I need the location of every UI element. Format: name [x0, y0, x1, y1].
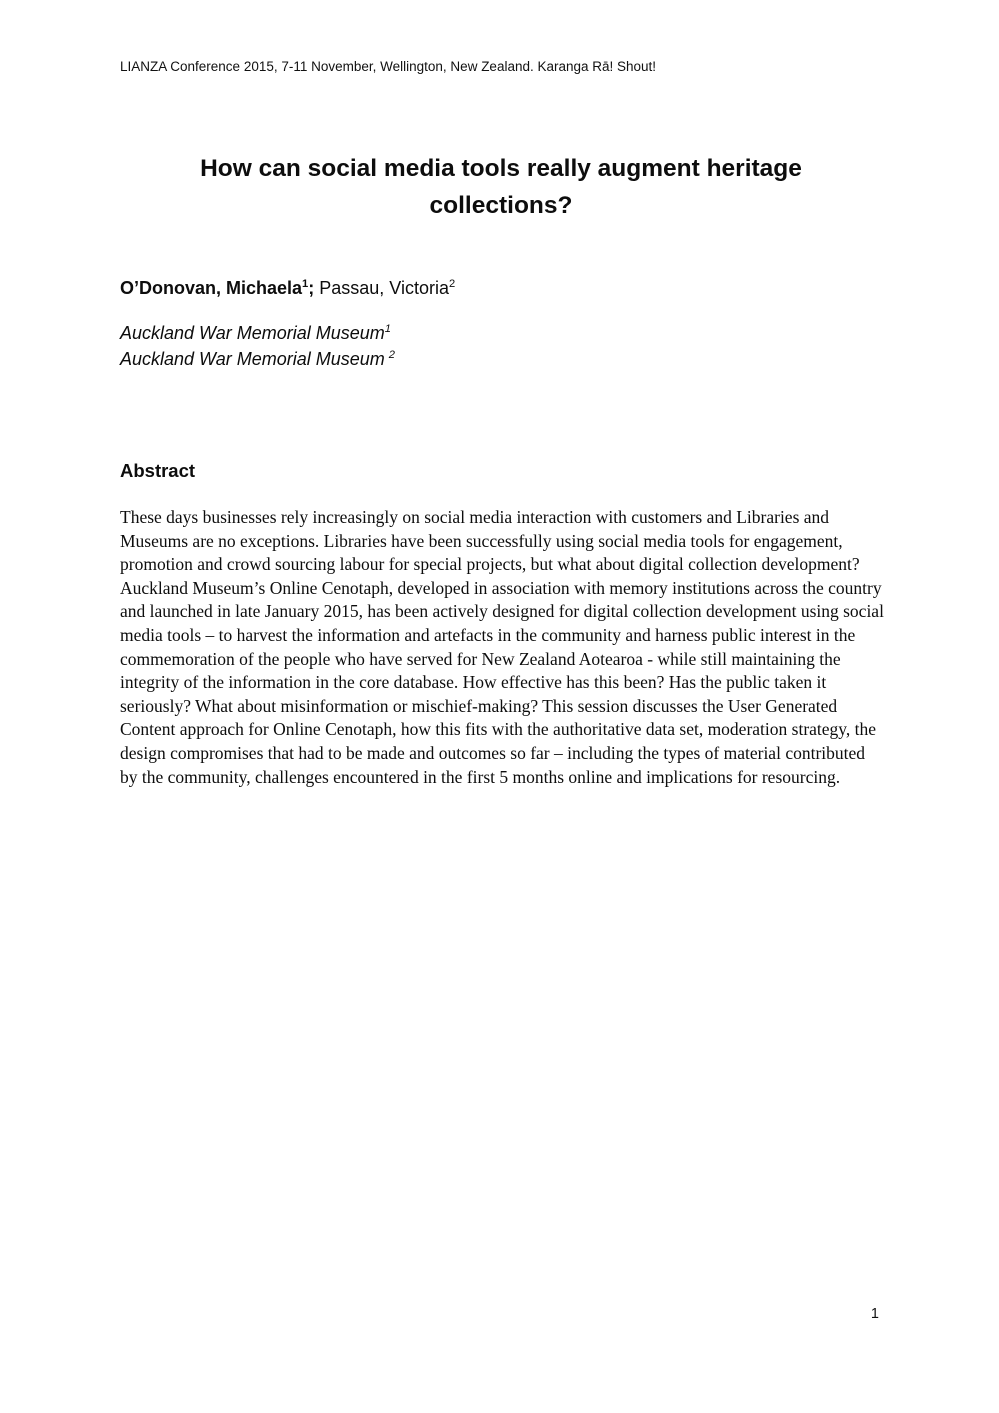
running-header: LIANZA Conference 2015, 7-11 November, Wellington, New Zealand. Karanga Rā! Shout! [120, 59, 657, 74]
page-number: 1 [870, 1306, 879, 1322]
paper-title [120, 150, 882, 224]
paper-title-text: How can social media tools really augment heritage collections? [200, 155, 802, 219]
abstract-heading: Abstract [120, 460, 196, 481]
affiliation-line-1 [120, 321, 882, 347]
author-secondary-name: Passau, Victoria [314, 278, 450, 298]
author-primary-superscript: 1 [302, 278, 309, 290]
author-secondary [314, 278, 455, 298]
abstract-body: These days businesses rely increasingly on social media interaction with customers and Libraries and Museums are no exceptions. Libraries have been successfully using social media tools for engagement, promotion and crowd sourcing labour for special projects, but what about digital collection development? Auckland Museum’s Online Cenotaph, developed in association with memory institutions across the country and launched in late January 2015, has been actively designed for digital collection development using social media tools – to harvest the information and artefacts in the community and harness public interest in the commemoration of the people who have served for New Zealand Aotearoa - while still maintaining the integrity of the information in the core database. How effective has this been? Has the public taken it seriously? What about misinformation or mischief-making? This session discusses the User Generated Content approach for Online Cenotaph, how this fits with the authoritative data set, moderation strategy, the design compromises that had to be made and outcomes so far – including the types of material contributed by the community, challenges encountered in the first 5 months online and implications for resourcing. [120, 507, 884, 787]
affiliation-list [120, 321, 882, 372]
affiliation-2-superscript: 2 [388, 348, 395, 361]
affiliation-2-text: Auckland War Memorial Museum [120, 348, 385, 369]
affiliation-1-text: Auckland War Memorial Museum [120, 323, 385, 343]
author-secondary-superscript: 2 [449, 278, 456, 290]
affiliation-1-superscript: 1 [384, 323, 391, 335]
author-line [120, 276, 882, 300]
author-separator: ; [308, 278, 315, 298]
author-primary-name: O’Donovan, Michaela [120, 278, 303, 298]
affiliation-line-2 [120, 347, 882, 373]
author-primary [120, 278, 314, 298]
